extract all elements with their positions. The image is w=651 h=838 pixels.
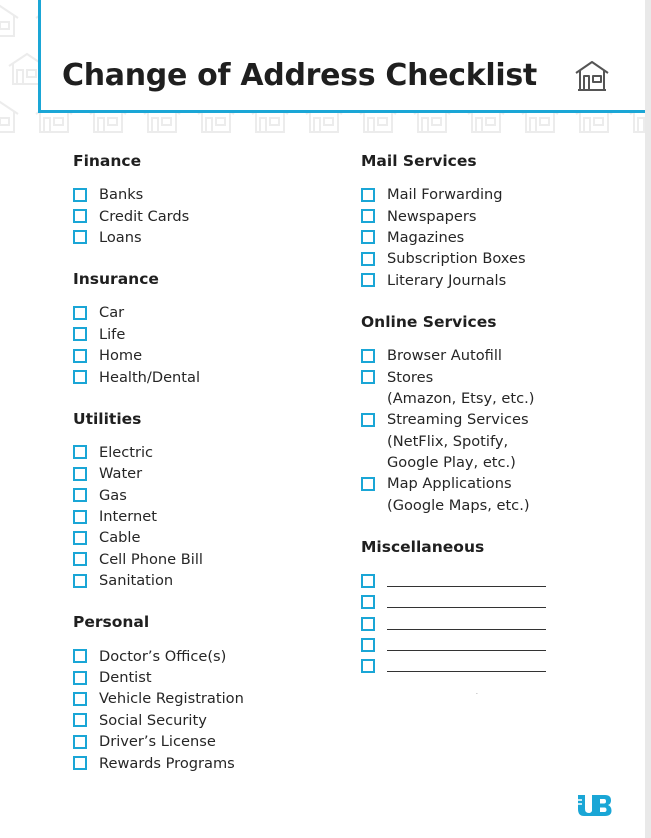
- checklist-item: [73, 688, 343, 709]
- checkbox[interactable]: [361, 595, 375, 609]
- item-label: Stores: [387, 368, 434, 386]
- checkbox[interactable]: [361, 209, 375, 223]
- item-label: Cable: [99, 529, 141, 547]
- item-label: Social Security: [99, 711, 207, 729]
- write-in-line[interactable]: [387, 639, 546, 651]
- checkbox[interactable]: [73, 756, 87, 770]
- checkbox[interactable]: [73, 671, 87, 685]
- house-icon: [573, 59, 611, 93]
- item-label: Vehicle Registration: [99, 690, 244, 708]
- checklist-item: [73, 227, 343, 248]
- checklist-section: [361, 538, 631, 677]
- checklist-item: [361, 345, 631, 366]
- left-column: [73, 152, 343, 796]
- checkbox[interactable]: [73, 735, 87, 749]
- checklist-item: [73, 205, 343, 226]
- checklist-item: [73, 302, 343, 323]
- checklist-item: [73, 645, 343, 666]
- checkbox[interactable]: [361, 659, 375, 673]
- checklist-item: [361, 248, 631, 269]
- checklist-item: [73, 366, 343, 387]
- item-note: (NetFlix, Spotify,: [387, 432, 509, 450]
- item-label: Health/Dental: [99, 368, 201, 386]
- checklist-item: [73, 667, 343, 688]
- ub-logo-icon: [476, 694, 612, 818]
- checklist-item: [73, 506, 343, 527]
- write-in-line[interactable]: [387, 618, 546, 630]
- item-label: Doctor’s Office(s): [99, 647, 227, 665]
- blank-checklist-item: [361, 613, 631, 634]
- header-box: [38, 0, 645, 113]
- write-in-line[interactable]: [387, 660, 546, 672]
- checkbox[interactable]: [361, 638, 375, 652]
- item-label: Car: [99, 304, 125, 322]
- checklist-section: [73, 270, 343, 388]
- checklist-item: [73, 731, 343, 752]
- checkbox[interactable]: [361, 617, 375, 631]
- item-label: Loans: [99, 228, 142, 246]
- item-note: (Amazon, Etsy, etc.): [387, 389, 535, 407]
- checkbox[interactable]: [73, 510, 87, 524]
- checkbox[interactable]: [73, 209, 87, 223]
- section-title: Finance: [73, 152, 142, 170]
- checkbox[interactable]: [361, 188, 375, 202]
- right-column: [361, 152, 631, 699]
- checkbox[interactable]: [73, 230, 87, 244]
- checkbox[interactable]: [73, 574, 87, 588]
- item-label: Subscription Boxes: [387, 250, 526, 268]
- section-title: Online Services: [361, 312, 497, 331]
- checkbox[interactable]: [73, 552, 87, 566]
- item-label: Banks: [99, 186, 144, 204]
- section-title: Miscellaneous: [361, 538, 485, 557]
- checklist-section: [73, 613, 343, 773]
- checkbox[interactable]: [361, 273, 375, 287]
- checkbox[interactable]: [361, 349, 375, 363]
- item-label: Water: [99, 465, 143, 483]
- checkbox[interactable]: [361, 370, 375, 384]
- item-label: Magazines: [387, 228, 465, 246]
- blank-checklist-item: [361, 634, 631, 655]
- checklist-item: [73, 345, 343, 366]
- checkbox[interactable]: [73, 445, 87, 459]
- checklist-section: [73, 152, 343, 248]
- checklist-item: [361, 184, 631, 205]
- checklist-item: [73, 485, 343, 506]
- item-label: Sanitation: [99, 572, 174, 590]
- checklist-item: [73, 570, 343, 591]
- item-label: Driver’s License: [99, 733, 216, 751]
- checklist-item: [361, 270, 631, 291]
- checklist-item: [361, 227, 631, 248]
- item-label: Browser Autofill: [387, 347, 502, 365]
- write-in-line[interactable]: [387, 596, 546, 608]
- checklist-item: [73, 527, 343, 548]
- checklist-item: [361, 366, 631, 387]
- logo-text: UB: [476, 694, 478, 695]
- blank-checklist-item: [361, 570, 631, 591]
- checkbox[interactable]: [73, 188, 87, 202]
- blank-checklist-item: [361, 591, 631, 612]
- checkbox[interactable]: [361, 574, 375, 588]
- checklist-item: [361, 205, 631, 226]
- checklist-section: [361, 313, 631, 516]
- write-in-line[interactable]: [387, 575, 546, 587]
- checklist-item: [73, 324, 343, 345]
- checkbox[interactable]: [73, 349, 87, 363]
- checklist-section: [361, 152, 631, 291]
- item-label: Newspapers: [387, 207, 477, 225]
- checkbox[interactable]: [73, 488, 87, 502]
- checkbox[interactable]: [73, 692, 87, 706]
- checklist-item: [361, 409, 631, 430]
- item-note: Google Play, etc.): [387, 453, 516, 471]
- item-label: Life: [99, 325, 126, 343]
- checklist-item: [73, 184, 343, 205]
- item-label: Dentist: [99, 669, 152, 687]
- checkbox[interactable]: [73, 713, 87, 727]
- page-title: Change of Address Checklist: [62, 58, 537, 93]
- checklist-item: [73, 752, 343, 773]
- item-label: Credit Cards: [99, 207, 190, 225]
- page-edge-shadow: [645, 0, 651, 838]
- item-label: Home: [99, 347, 143, 365]
- blank-checklist-item: [361, 656, 631, 677]
- section-title: Utilities: [73, 409, 142, 428]
- checkbox[interactable]: [361, 413, 375, 427]
- checkbox[interactable]: [361, 230, 375, 244]
- section-title: Personal: [73, 613, 150, 632]
- checkbox[interactable]: [73, 467, 87, 481]
- checklist-item: [361, 473, 631, 494]
- checkbox[interactable]: [73, 531, 87, 545]
- item-label: Mail Forwarding: [387, 186, 503, 204]
- checkbox[interactable]: [361, 477, 375, 491]
- checklist-item: [73, 549, 343, 570]
- item-label: Cell Phone Bill: [99, 550, 203, 568]
- checklist-item: [73, 463, 343, 484]
- checkbox[interactable]: [73, 306, 87, 320]
- item-label: Streaming Services: [387, 411, 529, 429]
- checklist-item: [73, 442, 343, 463]
- item-label: Internet: [99, 508, 157, 526]
- checklist-section: [73, 410, 343, 592]
- checkbox[interactable]: [73, 370, 87, 384]
- section-title: Mail Services: [361, 152, 477, 170]
- checkbox[interactable]: [361, 252, 375, 266]
- checkbox[interactable]: [73, 649, 87, 663]
- item-note: (Google Maps, etc.): [387, 496, 530, 514]
- item-label: Gas: [99, 486, 127, 504]
- item-label: Electric: [99, 443, 154, 461]
- section-title: Insurance: [73, 270, 159, 289]
- checklist-item: [73, 710, 343, 731]
- checkbox[interactable]: [73, 327, 87, 341]
- item-label: Literary Journals: [387, 271, 507, 289]
- item-label: Rewards Programs: [99, 754, 235, 772]
- item-label: Map Applications: [387, 475, 512, 493]
